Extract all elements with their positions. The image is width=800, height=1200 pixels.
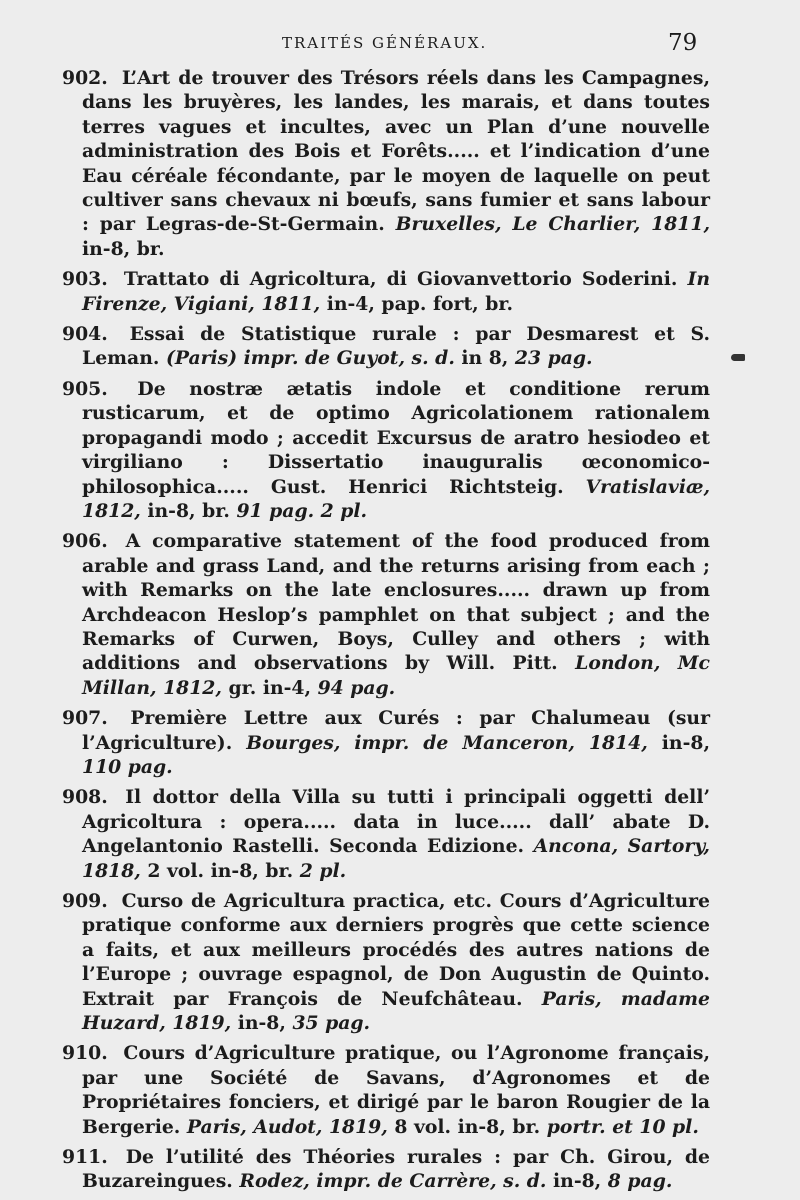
entry-imprint: Vratislaviæ, 1812, (82, 475, 710, 522)
page-number: 79 (668, 30, 698, 56)
entry-number: 905. (62, 377, 108, 400)
margin-pointer-mark (731, 354, 745, 361)
entry-format-italic: 35 pag. (292, 1012, 371, 1035)
entry-title: A comparative statement of the food produced from arable and grass Land, and the returns arising from each ; with Remarks on the late enclosures..... drawn up from Archdeacon Heslop’s pamphlet on that subject ; and the Remarks of Curwen, Boys, Culley and others ; with additions and observations (82, 530, 710, 675)
entry-number: 910. (62, 1042, 108, 1065)
entry-imprint: Ancona, Sartory, 1818, (82, 835, 710, 882)
entry-imprint: Bourges, impr. de Manceron, 1814, (246, 731, 648, 754)
entry-number: 909. (62, 890, 108, 912)
entry-imprint: London, Mc Millan, 1812, (82, 652, 710, 699)
bibliography-entry (62, 889, 710, 1035)
entry-number: 902. (62, 67, 108, 89)
entry-imprint: (Paris) impr. de Guyot, s. d. (165, 347, 455, 370)
entry-format-italic: 8 pag. (607, 1170, 673, 1193)
entry-title: Essai de Statistique rurale : (129, 323, 460, 346)
entry-number: 907. (62, 707, 108, 730)
entry-format-italic: 91 pag. 2 pl. (236, 499, 368, 522)
entry-author: de Don Augustin de Quinto. Extrait par François de Neufchâteau. (82, 963, 710, 1010)
entry-author: par une Société de Savans, d’Agronomes et de Propriétaires fonciers, et dirigé par le baron Rougier de la Bergerie. (82, 1066, 710, 1138)
entry-imprint: Paris, madame Huzard, 1819, (82, 987, 710, 1035)
entry-number: 906. (62, 530, 108, 553)
entry-title: Première Lettre aux Curés : (130, 707, 463, 730)
entry-title: De l’utilité des Théories rurales : (125, 1146, 502, 1169)
entry-format-italic: portr. et 10 pl. (546, 1115, 699, 1138)
bibliography-entry (62, 785, 710, 883)
bibliography-entry (62, 1041, 710, 1139)
entry-number: 903. (62, 268, 108, 291)
entry-author: par Desmarest et S. Leman. (82, 323, 710, 370)
entry-title: Curso de Agricultura practica, etc. Cours d’Agriculture pratique conforme aux derniers progrès que cette science a faits, et aux meilleurs procédés des autres nations de l’Europe ; ouvrage espagnol, (82, 890, 710, 986)
entry-title: De nostræ ætatis indole et conditione rerum rusticarum, et de optimo Agricolationem rationalem propagandi modo ; accedit Excursus de aratro hesiodeo et virgiliano : Dissertatio inauguralis œconomico-philosophica..... (82, 377, 710, 498)
entry-format: in-8, br. (147, 499, 230, 522)
bibliography-entry (62, 377, 710, 523)
entry-author: abate D. Angelantonio Rastelli. Seconda Edizione. (82, 810, 711, 858)
entry-author: par Chalumeau (sur l’Agriculture). (82, 707, 710, 754)
entry-author: par Ch. Girou, de Buzareingues. (82, 1146, 711, 1193)
entry-format: 2 vol. in-8, br. (147, 859, 294, 882)
entry-imprint: In Firenze, Vigiani, 1811, (82, 268, 710, 315)
entry-author: Gust. Henrici Richtsteig. (270, 475, 564, 498)
bibliography-entry (62, 66, 710, 261)
entry-format: in-8, (237, 1012, 286, 1035)
page-header (0, 30, 800, 60)
bibliography-list (62, 66, 710, 1200)
running-head: TRAITÉS GÉNÉRAUX. (282, 34, 488, 52)
entry-number: 911. (62, 1146, 108, 1169)
entry-format-italic: 94 pag. (317, 676, 396, 699)
bibliography-entry (62, 1145, 710, 1194)
entry-format: gr. in-4, (228, 676, 312, 699)
entry-format-italic: 2 pl. (299, 859, 347, 882)
entry-title: Trattato di Agricoltura, di Giovanvettorio Soderini. (123, 268, 678, 291)
entry-title: Il dottor della Villa su tutti i principali oggetti dell’ Agricoltura : opera..... data in luce..... dall’ (82, 786, 710, 833)
entry-imprint: Bruxelles, Le Charlier, 1811, (395, 213, 710, 236)
entry-imprint: Paris, Audot, 1819, (186, 1115, 388, 1138)
entry-format: 8 vol. in-8, br. (394, 1115, 541, 1138)
bibliography-entry (62, 529, 710, 700)
entry-format: in 8, (461, 347, 509, 370)
bibliography-entry (62, 706, 710, 779)
entry-author: by Will. Pitt. (405, 652, 558, 675)
entry-format-italic: 23 pag. (514, 347, 593, 370)
bibliography-entry (62, 267, 710, 316)
entry-title: L’Art de trouver des Trésors réels dans les Campagnes, dans les bruyères, les landes, les marais, et dans toutes terres vagues et incultes, avec un Plan d’une nouvelle administration des Bois et Forêts..... et l’indication d’une Eau céréale fécondante, par le moyen de laquelle on peut cultiver sans chevaux ni bœufs, sans fumier et sans labour : (82, 67, 710, 236)
entry-format: in-8, br. (82, 237, 165, 260)
entry-number: 904. (62, 323, 108, 346)
entry-author: par Legras-de-St-Germain. (99, 213, 385, 236)
entry-format: in-8, (661, 731, 710, 754)
entry-title: Cours d’Agriculture pratique, ou l’Agronome français, (123, 1042, 710, 1065)
entry-format: in-4, pap. fort, br. (326, 292, 514, 315)
entry-format-italic: 110 pag. (82, 755, 173, 778)
entry-imprint: Rodez, impr. de Carrère, s. d. (239, 1170, 547, 1193)
entry-format: in-8, (553, 1170, 602, 1193)
bibliography-entry (62, 322, 710, 371)
entry-number: 908. (62, 786, 108, 809)
